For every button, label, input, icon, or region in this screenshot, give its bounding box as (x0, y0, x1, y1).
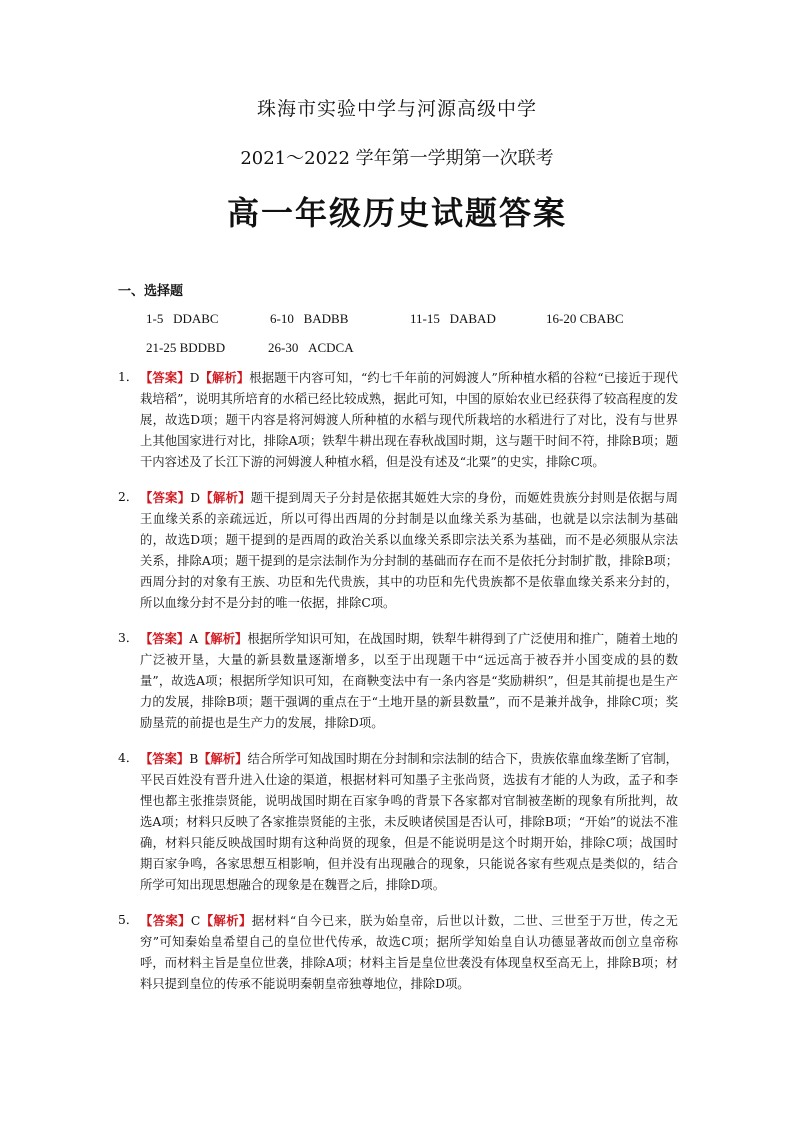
question-explanation (118, 628, 678, 734)
analysis-label: 【解析】 (198, 631, 248, 646)
key-answers: DDABC (173, 311, 219, 326)
question-number: 3． (118, 631, 139, 645)
exam-term: 2021～2022 学年第一学期第一次联考 (240, 148, 554, 169)
question-number: 1． (118, 370, 139, 384)
question-number: 5． (118, 913, 139, 927)
answer-label: 【答案】 (140, 490, 191, 505)
question-explanation (118, 367, 678, 473)
key-range: 26-30 (268, 340, 299, 355)
key-answers: BADBB (303, 311, 349, 326)
school-names: 珠海市实验中学与河源高级中学 (256, 98, 537, 120)
key-answers: DABAD (449, 311, 496, 326)
answer-label: 【答案】 (140, 631, 190, 646)
analysis-label: 【解析】 (199, 370, 250, 385)
question-explanation (118, 487, 678, 614)
analysis-label: 【解析】 (198, 751, 248, 766)
page-title: 高一年级历史试题答案 (226, 194, 567, 232)
key-answers: ACDCA (308, 340, 354, 355)
answer-letter: A (189, 632, 199, 646)
analysis-label: 【解析】 (200, 913, 252, 928)
answer-letter: B (189, 752, 199, 766)
key-group (270, 311, 348, 327)
key-range: 11-15 (410, 311, 440, 326)
key-group (410, 311, 496, 327)
key-group (268, 340, 354, 356)
answer-letter: D (189, 371, 200, 385)
analysis-label: 【解析】 (200, 490, 251, 505)
key-range: 1-5 (146, 311, 164, 326)
key-group (146, 340, 225, 356)
answer-label: 【答案】 (140, 370, 190, 385)
analysis-text: 据材料“自今已来，朕为始皇帝，后世以计数，二世、三世至于万世，传之无穷”可知秦始皇希望自己的皇位世代传承，故选C项；据所学知始皇自认功德显著故而创立皇帝称呼，而材料主旨是皇位世袭，排除A项；材料主旨是皇位世袭没有体现皇权至高无上，排除B项；材料只提到皇位的传承不能说明秦朝皇帝独尊地位，排除D项。 (140, 914, 678, 991)
answer-label: 【答案】 (140, 913, 191, 928)
analysis-text: 结合所学可知战国时期在分封制和宗法制的结合下，贵族依靠血缘垄断了官制，平民百姓没有晋升进入仕途的渠道，根据材料可知墨子主张尚贤，选拔有才能的人为政，孟子和李悝也都主张推崇贤能，说明战国时期在百家争鸣的背景下各家都对官制被垄断的现象有所批判，故选A项；材料只反映了各家推崇贤能的主张，未反映诸侯国是否认可，排除B项；“开始”的说法不准确，材料只能反映战国时期有这种尚贤的现象，但是不能说明是这个时期开始，排除C项；战国时期百家争鸣，各家思想互相影响，但并没有出现融合的现象，只能说各家有些观点是类似的，结合所学可知出现思想融合的现象是在魏晋之后，排除D项。 (140, 752, 678, 892)
key-range: 6-10 (270, 311, 294, 326)
analysis-text: 根据所学知识可知，在战国时期，铁犁牛耕得到了广泛使用和推广，随着土地的广泛被开垦，大量的新县数量逐渐增多，以至于出现题干中“远远高于被吞并小国变成的县的数量”，故选A项；根据所学知识可知，在商鞅变法中有一条内容是“奖励耕织”，但是其前提也是生产力的发展，排除B项；题干强调的重点在于“土地开垦的新县数量”，而不是兼并战争，排除C项；奖励垦荒的前提也是生产力的发展，排除D项。 (140, 632, 678, 730)
analysis-text: 题干提到周天子分封是依据其姬姓大宗的身份，而姬姓贵族分封则是依据与周王血缘关系的亲疏远近，所以可得出西周的分封制是以血缘关系为基础，也就是以宗法制为基础的，故选D项；题干提到的是西周的政治关系以血缘关系即宗法关系为基础，而不是必须服从宗法关系，排除A项；题干提到的是宗法制作为分封制的基础而存在而不是依托分封制扩散，排除B项；西周分封的对象有王族、功臣和先代贵族，其中的功臣和先代贵族都不是依靠血缘关系来分封的，所以血缘分封不是分封的唯一依据，排除C项。 (140, 491, 678, 610)
answer-letter: C (190, 914, 201, 928)
question-explanation (118, 748, 678, 896)
answer-letter: D (190, 491, 201, 505)
key-answers: BDDBD (179, 340, 226, 355)
answer-label: 【答案】 (140, 751, 190, 766)
section-heading: 一、选择题 (118, 284, 184, 299)
question-number: 2． (118, 490, 139, 504)
key-range: 21-25 (146, 340, 177, 355)
question-explanation (118, 910, 678, 995)
explanations-list (118, 367, 678, 1009)
key-group (146, 311, 219, 327)
key-answers: CBABC (579, 311, 624, 326)
key-range: 16-20 (546, 311, 577, 326)
question-number: 4． (118, 751, 139, 765)
key-group (546, 311, 624, 327)
analysis-text: 根据题干内容可知，“约七千年前的河姆渡人”所种植水稻的谷粒“已接近于现代栽培稻”，说明其所培育的水稻已经比较成熟，据此可知，中国的原始农业已经获得了较高程度的发展，故选D项；题干内容是将河姆渡人所种植的水稻与现代所栽培的水稻进行了对比，没有与世界上其他国家进行对比，排除A项；铁犁牛耕出现在春秋战国时期，这与题干时间不符，排除B项；题干内容述及了长江下游的河姆渡人种植水稻，但是没有述及“北粟”的史实，排除C项。 (140, 371, 678, 469)
